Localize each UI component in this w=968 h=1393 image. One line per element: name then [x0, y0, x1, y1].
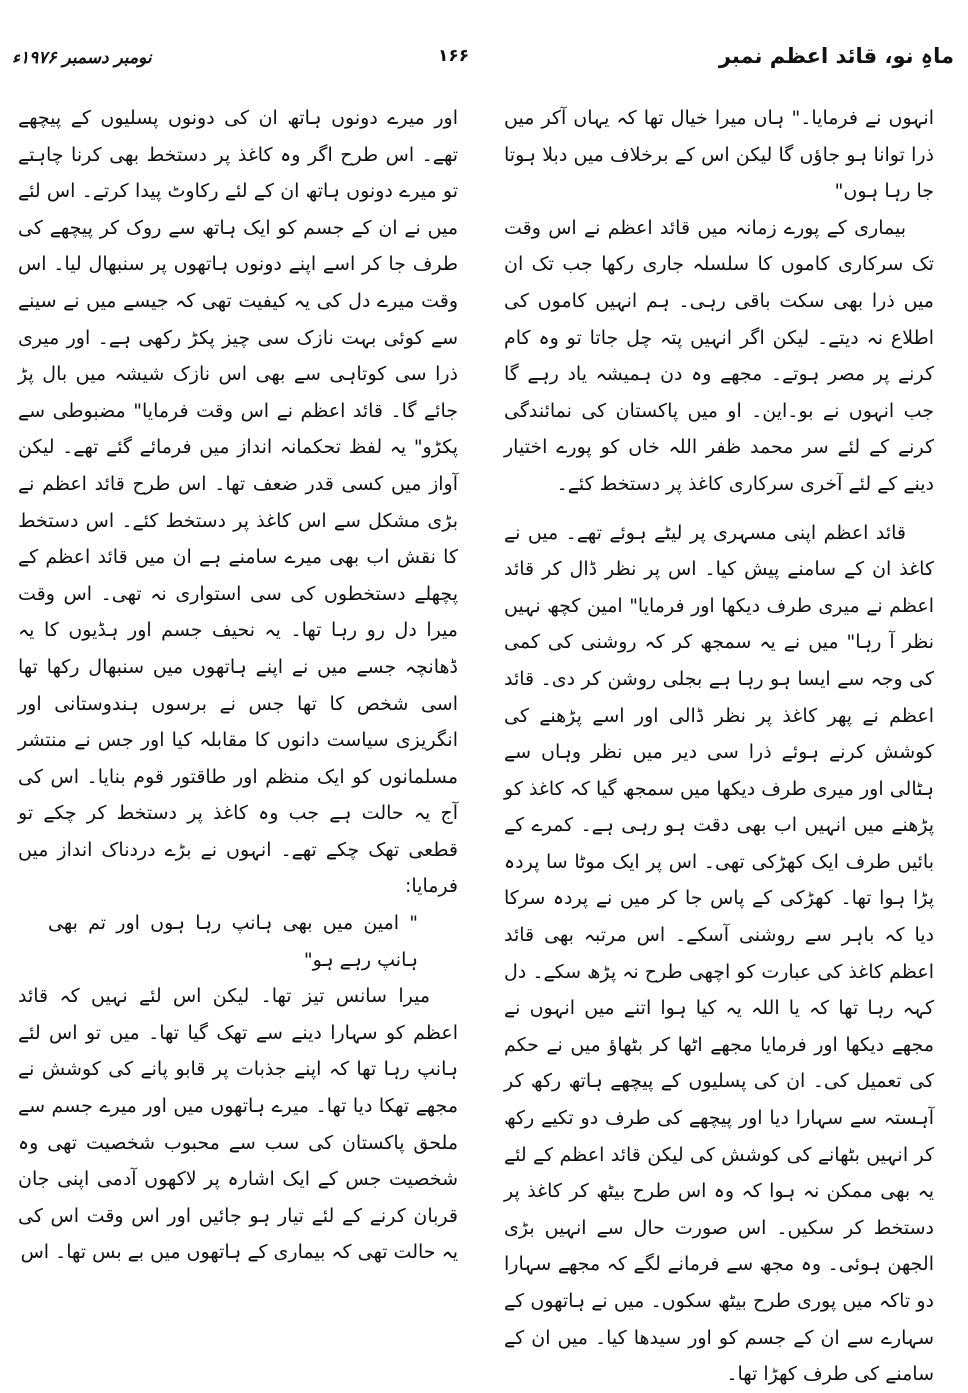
- right-text-column: [504, 100, 934, 1393]
- paragraph: انہوں نے فرمایا۔" ہاں میرا خیال تھا کہ یہاں آکر میں ذرا توانا ہو جاؤں گا لیکن اس کے برخلاف میں دبلا ہوتا جا رہا ہوں": [504, 107, 934, 203]
- paragraph: اور میرے دونوں ہاتھ ان کی دونوں پسلیوں کے پیچھے تھے۔ اس طرح اگر وہ کاغذ پر دستخط بھی کرنا چاہتے تو میرے دونوں ہاتھ ان کے لئے رکاوٹ پیدا کرتے۔ اس لئے میں نے ان کے جسم کو ایک ہاتھ سے روک کر پیچھے کی طرف جا کر اسے اپنے دونوں ہاتھوں پر سنبھال لیا۔ اس وقت میرے دل کی یہ کیفیت تھی کہ جیسے میں نے سینے سے کوئی بہت نازک سی چیز پکڑ رکھی ہے۔ اور میری ذرا سی کوتاہی سے بھی اس نازک شیشہ میں بال پڑ جائے گا۔ قائد اعظم نے اس وقت فرمایا" مضبوطی سے پکڑو" یہ لفظ تحکمانہ انداز میں فرمائے گئے تھے۔ لیکن آواز میں کسی قدر ضعف تھا۔ اس طرح قائد اعظم نے بڑی مشکل سے اس کاغذ پر دستخط کئے۔ اس دستخط کا نقش اب بھی میرے سامنے ہے ان میں قائد اعظم کے پچھلے دستخطوں کی سی استواری نہ تھی۔ اس وقت میرا دل رو رہا تھا۔ یہ نحیف جسم اور ہڈیوں کا یہ ڈھانچہ جسے میں نے اپنے ہاتھوں میں سنبھال رکھا تھا اسی شخص کا تھا جس نے برسوں ہندوستانی اور انگریزی سیاست دانوں کا مقابلہ کیا اور جس نے منتشر مسلمانوں کو ایک منظم اور طاقتور قوم بنایا۔ اس کی آج یہ حالت ہے جب وہ کاغذ پر دستخط کر چکے تو قطعی تھک چکے تھے۔ انہوں نے بڑے دردناک انداز میں فرمایا:: [18, 107, 458, 898]
- paragraph: قائد اعظم اپنی مسہری پر لیٹے ہوئے تھے۔ میں نے کاغذ ان کے سامنے پیش کیا۔ اس پر نظر ڈال کر قائد اعظم نے میری طرف دیکھا اور فرمایا" امین کچھ نہیں نظر آ رہا" میں نے یہ سمجھ کر کہ روشنی کی کمی کی وجہ سے ایسا ہو رہا ہے بجلی روشن کر دی۔ قائد اعظم نے پھر کاغذ پر نظر ڈالی اور اسے پڑھنے کی کوشش کرنے ہوئے ذرا سی دیر میں نظر وہاں سے ہٹالی اور میری طرف دیکھا میں سمجھ گیا کہ کاغذ کو پڑھنے میں انہیں اب بھی دقت ہو رہی ہے۔ کمرے کے بائیں طرف ایک کھڑکی تھی۔ اس پر ایک موٹا سا پردہ پڑا ہوا تھا۔ کھڑکی کے پاس جا کر میں نے پردہ سرکا دیا کہ باہر سے روشنی آسکے۔ اس مرتبہ بھی قائد اعظم کاغذ کی عبارت کو اچھی طرح نہ پڑھ سکے۔ دل کہہ رہا تھا کہ یا اللہ یہ کیا ہوا اتنے میں انہوں نے مجھے دیکھا اور فرمایا مجھے اٹھا کر بٹھاؤ میں نے حکم کی تعمیل کی۔ ان کی پسلیوں کے پیچھے ہاتھ رکھ کر آہستہ سے سہارا دیا اور پیچھے کی طرف دو تکیے رکھ کر انہیں بٹھانے کی کوشش کی لیکن قائد اعظم کے لئے یہ بھی ممکن نہ ہوا کہ وہ اس طرح بیٹھ کر کاغذ پر دستخط کر سکیں۔ اس صورت حال سے انہیں بڑی الجھن ہوئی۔ وہ مجھ سے فرمانے لگے کہ مجھے سہارا دو تاکہ میں پوری طرح بیٹھ سکوں۔ میں نے ہاتھوں کے سہارے سے ان کے جسم کو اور سیدھا کیا۔ میں ان کے سامنے کی طرف کھڑا تھا۔: [504, 521, 934, 1386]
- left-text-column: [18, 100, 458, 1271]
- magazine-title: ماہِ نو، قائد اعظم نمبر: [718, 44, 954, 68]
- issue-date: نومبر دسمبر ۱۹۷۶ء: [12, 48, 152, 68]
- page-number: ۱۶۶: [438, 46, 470, 66]
- quotation: " امین میں بھی ہانپ رہا ہوں اور تم بھی ہانپ رہے ہو": [48, 912, 418, 971]
- paragraph: بیماری کے پورے زمانہ میں قائد اعظم نے اس وقت تک سرکاری کاموں کا سلسلہ جاری رکھا جب تک ان میں ذرا بھی سکت باقی رہی۔ ہم انہیں کاموں کی اطلاع نہ دیتے۔ لیکن اگر انہیں پتہ چل جاتا تو وہ کام کرنے پر مصر ہوتے۔ مجھے وہ دن ہمیشہ یاد رہے گا جب انہوں نے بو۔این۔ او میں پاکستان کی نمائندگی کرنے کے لئے سر محمد ظفر اللہ خاں کو پورے اختیار دینے کے لئے آخری سرکاری کاغذ پر دستخط کئے۔: [504, 216, 934, 495]
- page-header: [8, 42, 960, 82]
- paragraph: میرا سانس تیز تھا۔ لیکن اس لئے نہیں کہ قائد اعظم کو سہارا دینے سے تھک گیا تھا۔ میں تو اس لئے ہانپ رہا تھا کہ اپنے جذبات پر قابو پانے کی کوشش نے مجھے تھکا دیا تھا۔ میرے ہاتھوں میں اور میرے جسم سے ملحق پاکستان کی سب سے محبوب شخصیت تھی وہ شخصیت جس کے ایک اشارہ پر لاکھوں آدمی اپنی جان قربان کرنے کے لئے تیار ہو جائیں اور اس وقت اس کی یہ حالت تھی کہ بیماری کے ہاتھوں میں بے بس تھا۔ اس: [18, 985, 458, 1264]
